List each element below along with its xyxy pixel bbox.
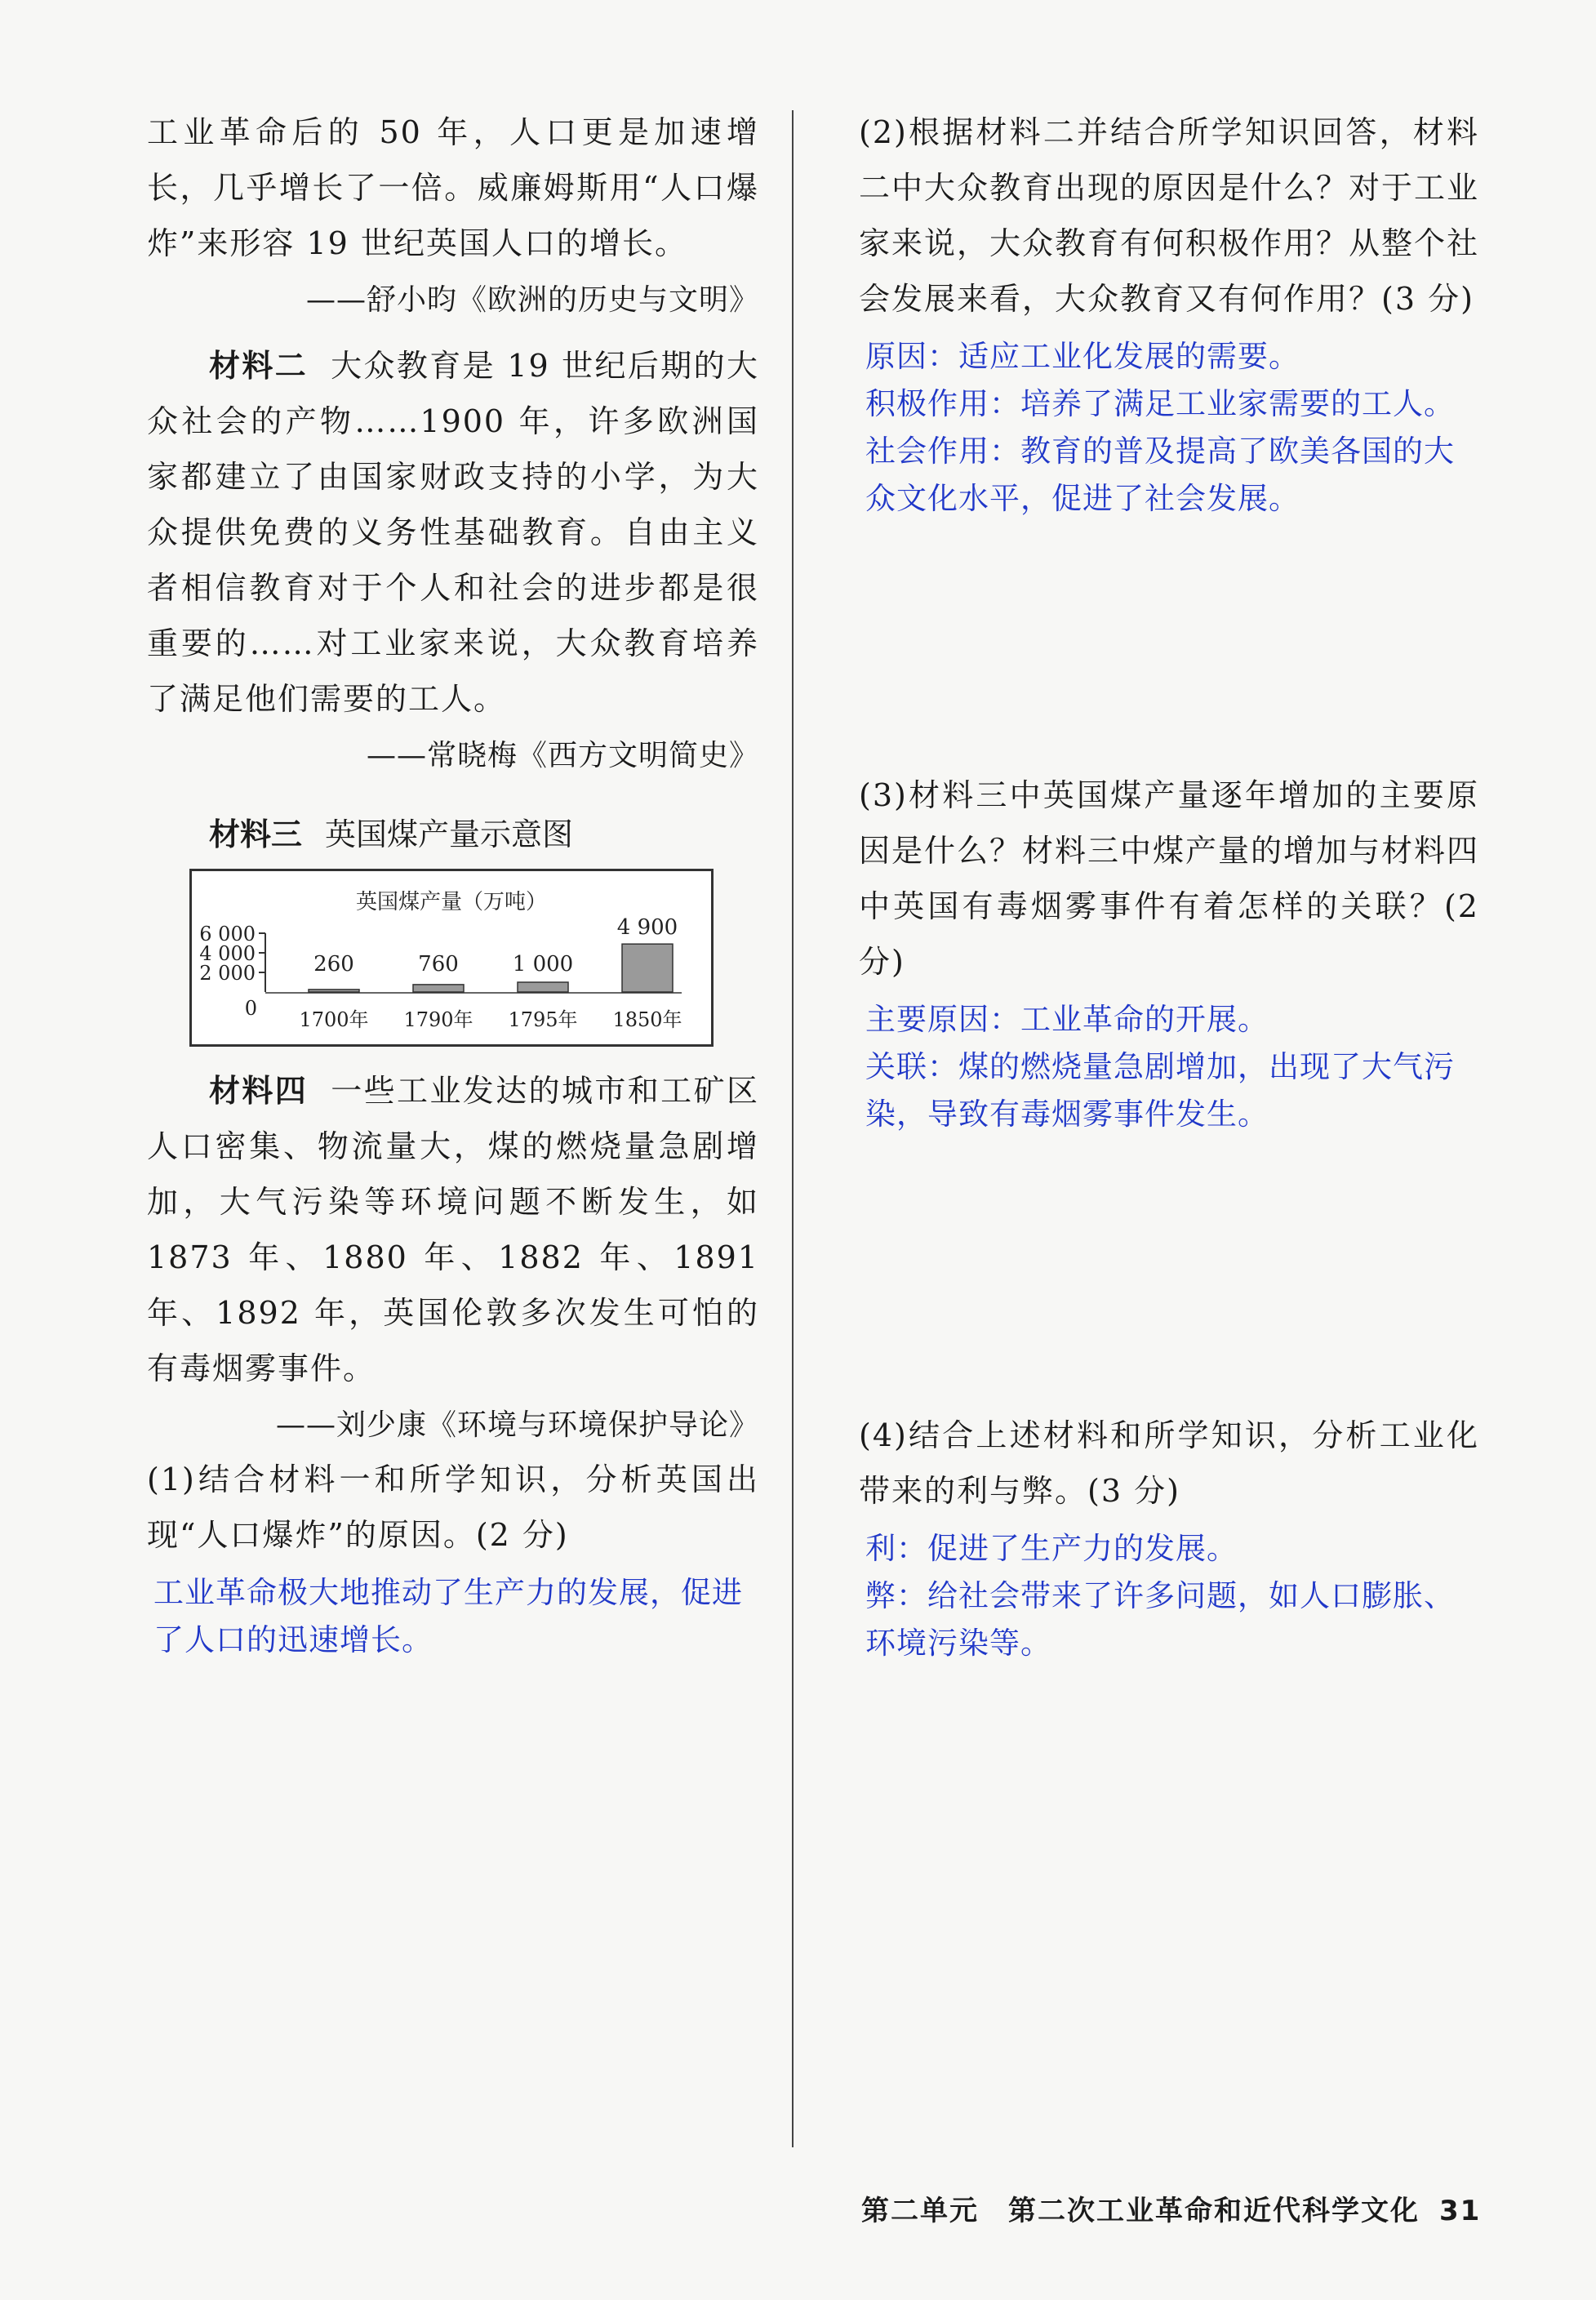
bar — [309, 990, 359, 992]
question-one: (1)结合材料一和所学知识，分析英国出现“人口爆炸”的原因。(2 分) — [147, 1461, 759, 1553]
answer-three-reason: 主要原因：工业革命的开展。 — [865, 1002, 1269, 1037]
answer-one: 工业革命极大地推动了生产力的发展，促进了人口的迅速增长。 — [153, 1575, 743, 1657]
coal-chart — [189, 869, 714, 1047]
left-column — [147, 105, 759, 1664]
question-three: (3)材料三中英国煤产量逐年增加的主要原因是什么？材料三中煤产量的增加与材料四中英国有毒烟雾事件有着怎样的关联？(2 分) — [859, 777, 1480, 980]
material-one-tail: 工业革命后的 50 年，人口更是加速增长，几乎增长了一倍。威廉姆斯用“人口爆炸”来形容 19 世纪英国人口的增长。 — [147, 114, 759, 261]
bar-value-label: 760 — [418, 952, 459, 976]
y-tick-label: 0 — [244, 997, 257, 1020]
material-two — [147, 338, 759, 727]
answer-one-block — [153, 1569, 759, 1664]
material-three-label: 材料三 — [209, 816, 303, 852]
x-tick-label: 1795年 — [508, 1008, 578, 1031]
material-four-label: 材料四 — [209, 1073, 309, 1109]
material-two-text: 大众教育是 19 世纪后期的大众社会的产物……1900 年，许多欧洲国家都建立了由国家财政支持的小学，为大众提供免费的义务性基础教育。自由主义者相信教育对于个人和社会的进步都是很重要的……对工业家来说，大众教育培养了满足他们需要的工人。 — [147, 348, 759, 717]
column-divider — [792, 110, 794, 2147]
material-four — [147, 1063, 759, 1396]
material-three-title: 英国煤产量示意图 — [325, 816, 574, 852]
answer-two-reason: 原因：适应工业化发展的需要。 — [865, 339, 1300, 374]
page-footer — [861, 2188, 1481, 2228]
page-number: 31 — [1439, 2195, 1482, 2227]
y-tick-label: 4 000 — [199, 942, 256, 965]
answer-two-block — [865, 333, 1479, 523]
right-column — [859, 105, 1479, 1667]
bar-value-label: 260 — [313, 952, 354, 976]
question-four: (4)结合上述材料和所学知识，分析工业化带来的利与弊。(3 分) — [859, 1417, 1479, 1509]
footer-unit-title: 第二单元 第二次工业革命和近代科学文化 — [861, 2195, 1420, 2227]
bar — [413, 985, 464, 992]
material-two-label: 材料二 — [209, 348, 309, 384]
answer-three-link: 关联：煤的燃烧量急剧增加，出现了大气污染，导致有毒烟雾事件发生。 — [865, 1049, 1455, 1132]
answer-four-con: 弊：给社会带来了许多问题，如人口膨胀、环境污染等。 — [865, 1578, 1455, 1661]
answer-two-social: 社会作用：教育的普及提高了欧美各国的大众文化水平，促进了社会发展。 — [865, 434, 1455, 516]
material-three-heading — [147, 807, 759, 862]
coal-chart-svg — [192, 871, 711, 1044]
material-one-source: ——舒小昀《欧洲的历史与文明》 — [305, 283, 759, 317]
answer-four-pro: 利：促进了生产力的发展。 — [865, 1531, 1238, 1566]
answer-two-positive: 积极作用：培养了满足工业家需要的工人。 — [865, 386, 1455, 421]
bar — [622, 944, 673, 992]
answer-three-block — [865, 996, 1479, 1138]
y-tick-label: 2 000 — [199, 962, 256, 985]
x-tick-label: 1850年 — [612, 1008, 682, 1031]
question-two: (2)根据材料二并结合所学知识回答，材料二中大众教育出现的原因是什么？对于工业家来说，大众教育有何积极作用？从整个社会发展来看，大众教育又有何作用？(3 分) — [859, 114, 1480, 317]
x-tick-label: 1790年 — [403, 1008, 473, 1031]
material-four-text: 一些工业发达的城市和工矿区人口密集、物流量大，煤的燃烧量急剧增加，大气污染等环境问题不断发生，如 1873 年、1880 年、1882 年、1891 年、1892 年，英国伦敦多次发生可怕的有毒烟雾事件。 — [147, 1073, 759, 1386]
bar-value-label: 1 000 — [512, 952, 574, 976]
bar-value-label: 4 900 — [616, 915, 678, 941]
y-tick-label: 6 000 — [199, 923, 256, 945]
bar — [518, 982, 568, 992]
answer-four-block — [865, 1525, 1479, 1667]
material-four-source: ——刘少康《环境与环境保护导论》 — [275, 1408, 759, 1442]
material-two-source: ——常晓梅《西方文明简史》 — [366, 739, 759, 772]
chart-title: 英国煤产量（万吨） — [355, 890, 548, 914]
x-tick-label: 1700年 — [299, 1008, 369, 1031]
